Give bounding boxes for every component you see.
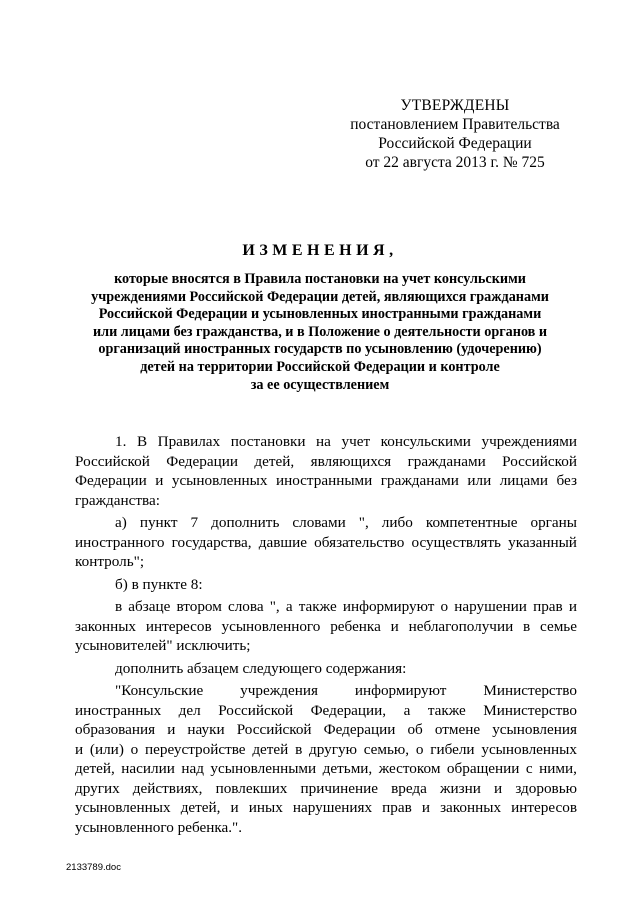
body-line: в абзаце втором слова ", а также информируют о нарушении прав и — [115, 598, 577, 615]
body-line: 1. В Правилах постановки на учет консульскими учреждениями — [115, 433, 577, 450]
subtitle-line: которые вносятся в Правила постановки на учет консульскими — [114, 271, 526, 287]
footer-filename: 2133789.doc — [66, 862, 121, 873]
body-line: других действиях, повлекших причинение вреда жизни и здоровью — [75, 779, 577, 797]
body-line: а) пункт 7 дополнить словами ", либо компетентные органы — [115, 514, 577, 531]
body-line: контроль"; — [75, 553, 145, 570]
document-title: ИЗМЕНЕНИЯ, — [242, 242, 398, 259]
body-line: законных интересов усыновленного ребенка и неблагополучии в семье — [75, 617, 577, 635]
document-subtitle — [60, 271, 580, 394]
subtitle-line: Российской Федерации и усыновленных иностранными гражданами — [98, 306, 542, 323]
subtitle-line: детей на территории Российской Федерации и контроле — [140, 358, 500, 375]
body-line: и (или) о переустройстве детей в другую семью, о гибели усыновленных — [75, 740, 577, 758]
body-line: усыновленных детей, и иных нарушениях прав и законных интересов — [75, 799, 577, 816]
body-line: иностранного государства, давшие обязательство осуществлять указанный — [75, 533, 577, 551]
body-line: иностранных дел Российской Федерации, а также Министерство — [75, 701, 577, 719]
approval-line-1: постановлением Правительства — [350, 116, 560, 133]
body-line: б) в пункте 8: — [115, 575, 203, 593]
approval-block — [340, 96, 570, 172]
subtitle-line: организаций иностранных государств по усыновлению (удочерению) — [98, 341, 542, 358]
body-line: дополнить абзацем следующего содержания: — [115, 659, 407, 677]
body-line: образования и науки Российской Федерации об отмене усыновления — [75, 721, 577, 738]
body-line: Федерации и усыновленных иностранными гражданами или лицами без — [75, 472, 577, 489]
body-line: усыновленного ребенка.". — [75, 818, 243, 836]
subtitle-line: за ее осуществлением — [250, 376, 390, 393]
subtitle-line: учреждениями Российской Федерации детей, являющихся гражданами — [91, 288, 549, 305]
document-body — [75, 432, 577, 837]
body-line: гражданства: — [75, 491, 160, 509]
body-line: "Консульские учреждения информируют Министерство — [115, 682, 577, 699]
approval-title: УТВЕРЖДЕНЫ — [400, 97, 510, 114]
approval-line-3: от 22 августа 2013 г. № 725 — [365, 154, 545, 171]
approval-line-2: Российской Федерации — [378, 135, 532, 152]
subtitle-line: или лицами без гражданства, и в Положение о деятельности органов и — [92, 323, 548, 340]
body-line: Российской Федерации детей, являющихся гражданами Российской — [75, 452, 577, 470]
body-line: усыновителей" исключить; — [75, 637, 251, 654]
body-line: детей, насилии над усыновленными детьми, жестоком обращении с ними, — [75, 760, 577, 777]
